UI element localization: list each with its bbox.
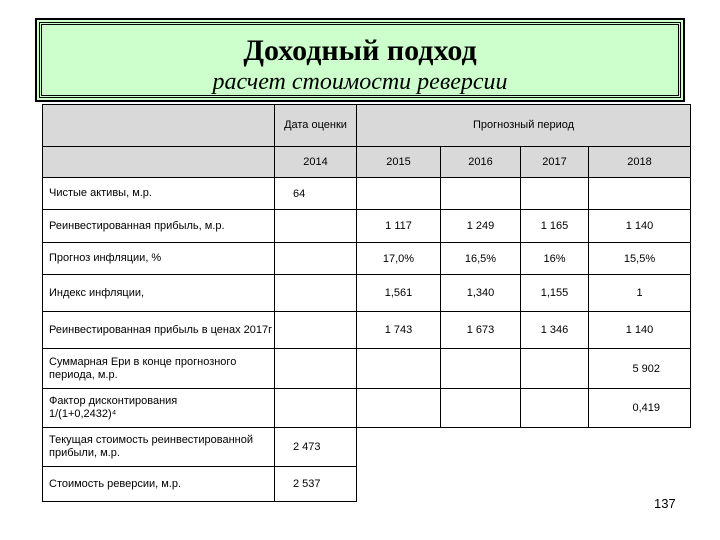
empty-cell [521, 349, 589, 389]
empty-cell [589, 428, 691, 467]
total-eri-label: Суммарная Ери в конце прогнозного периода, м.р. [43, 349, 275, 389]
empty-cell [521, 428, 589, 467]
inflation-index-2018: 1 [589, 275, 691, 312]
forecast-period-header: Прогнозный период [357, 105, 691, 147]
empty-cell [521, 467, 589, 502]
reinvested-profit-2017prices-2018: 1 140 [589, 312, 691, 349]
year-2016: 2016 [441, 147, 521, 178]
empty-cell [441, 389, 521, 428]
year-2014: 2014 [275, 147, 357, 178]
empty-cell [275, 243, 357, 275]
empty-cell [357, 349, 441, 389]
reinvested-profit-label: Реинвестированная прибыль, м.р. [43, 210, 275, 243]
discount-factor-row [43, 389, 691, 428]
slide-title: Доходный подход [243, 34, 477, 67]
discount-factor-label-line2: 1/(1+0,2432)⁴ [49, 408, 117, 420]
discount-factor-label [43, 389, 275, 428]
inflation-index-2015: 1,561 [357, 275, 441, 312]
present-value-row [43, 428, 691, 467]
total-eri-row [43, 349, 691, 389]
empty-cell [357, 467, 441, 502]
empty-cell [275, 349, 357, 389]
net-assets-value: 64 [275, 178, 357, 210]
inflation-forecast-2015: 17,0% [357, 243, 441, 275]
empty-cell [275, 210, 357, 243]
empty-cell [521, 389, 589, 428]
reinvested-profit-2017prices-2015: 1 743 [357, 312, 441, 349]
reversion-value-value: 2 537 [275, 467, 357, 502]
year-2018: 2018 [589, 147, 691, 178]
year-2015: 2015 [357, 147, 441, 178]
reinvested-profit-2018: 1 140 [589, 210, 691, 243]
present-value-value: 2 473 [275, 428, 357, 467]
reinvested-profit-2016: 1 249 [441, 210, 521, 243]
years-blank-cell [43, 147, 275, 178]
present-value-label: Текущая стоимость реинвестированной прибыли, м.р. [43, 428, 275, 467]
reinvested-profit-2017-label: Реинвестированная прибыль в ценах 2017г [43, 312, 275, 349]
valuation-date-header: Дата оценки [275, 105, 357, 147]
total-eri-value: 5 902 [589, 349, 691, 389]
page-number: 137 [654, 496, 676, 511]
empty-cell [589, 178, 691, 210]
header-row [43, 105, 691, 147]
discount-factor-label-line1: Фактор дисконтирования [49, 395, 178, 407]
inflation-index-2017: 1,155 [521, 275, 589, 312]
reversion-value-label: Стоимость реверсии, м.р. [43, 467, 275, 502]
title-box [35, 18, 685, 102]
inflation-index-label: Индекс инфляции, [43, 275, 275, 312]
reinvested-profit-2017prices-2016: 1 673 [441, 312, 521, 349]
slide-subtitle: расчет стоимости реверсии [212, 69, 508, 95]
reversion-value-row [43, 467, 691, 502]
empty-cell [521, 178, 589, 210]
empty-cell [441, 428, 521, 467]
reinvested-profit-2015: 1 117 [357, 210, 441, 243]
empty-cell [357, 389, 441, 428]
net-assets-row [43, 178, 691, 210]
inflation-index-row [43, 275, 691, 312]
inflation-index-2016: 1,340 [441, 275, 521, 312]
empty-cell [357, 178, 441, 210]
years-row [43, 147, 691, 178]
header-blank-cell [43, 105, 275, 147]
reversion-table [42, 104, 691, 502]
net-assets-label: Чистые активы, м.р. [43, 178, 275, 210]
year-2017: 2017 [521, 147, 589, 178]
empty-cell [441, 178, 521, 210]
empty-cell [275, 275, 357, 312]
reinvested-profit-row [43, 210, 691, 243]
reinvested-profit-2017-row [43, 312, 691, 349]
empty-cell [441, 349, 521, 389]
inflation-forecast-label: Прогноз инфляции, % [43, 243, 275, 275]
inflation-forecast-2017: 16% [521, 243, 589, 275]
inflation-forecast-row [43, 243, 691, 275]
reinvested-profit-2017: 1 165 [521, 210, 589, 243]
inflation-forecast-2016: 16,5% [441, 243, 521, 275]
reinvested-profit-2017prices-2017: 1 346 [521, 312, 589, 349]
discount-factor-value: 0,419 [589, 389, 691, 428]
inflation-forecast-2018: 15,5% [589, 243, 691, 275]
empty-cell [275, 312, 357, 349]
empty-cell [357, 428, 441, 467]
empty-cell [441, 467, 521, 502]
empty-cell [275, 389, 357, 428]
